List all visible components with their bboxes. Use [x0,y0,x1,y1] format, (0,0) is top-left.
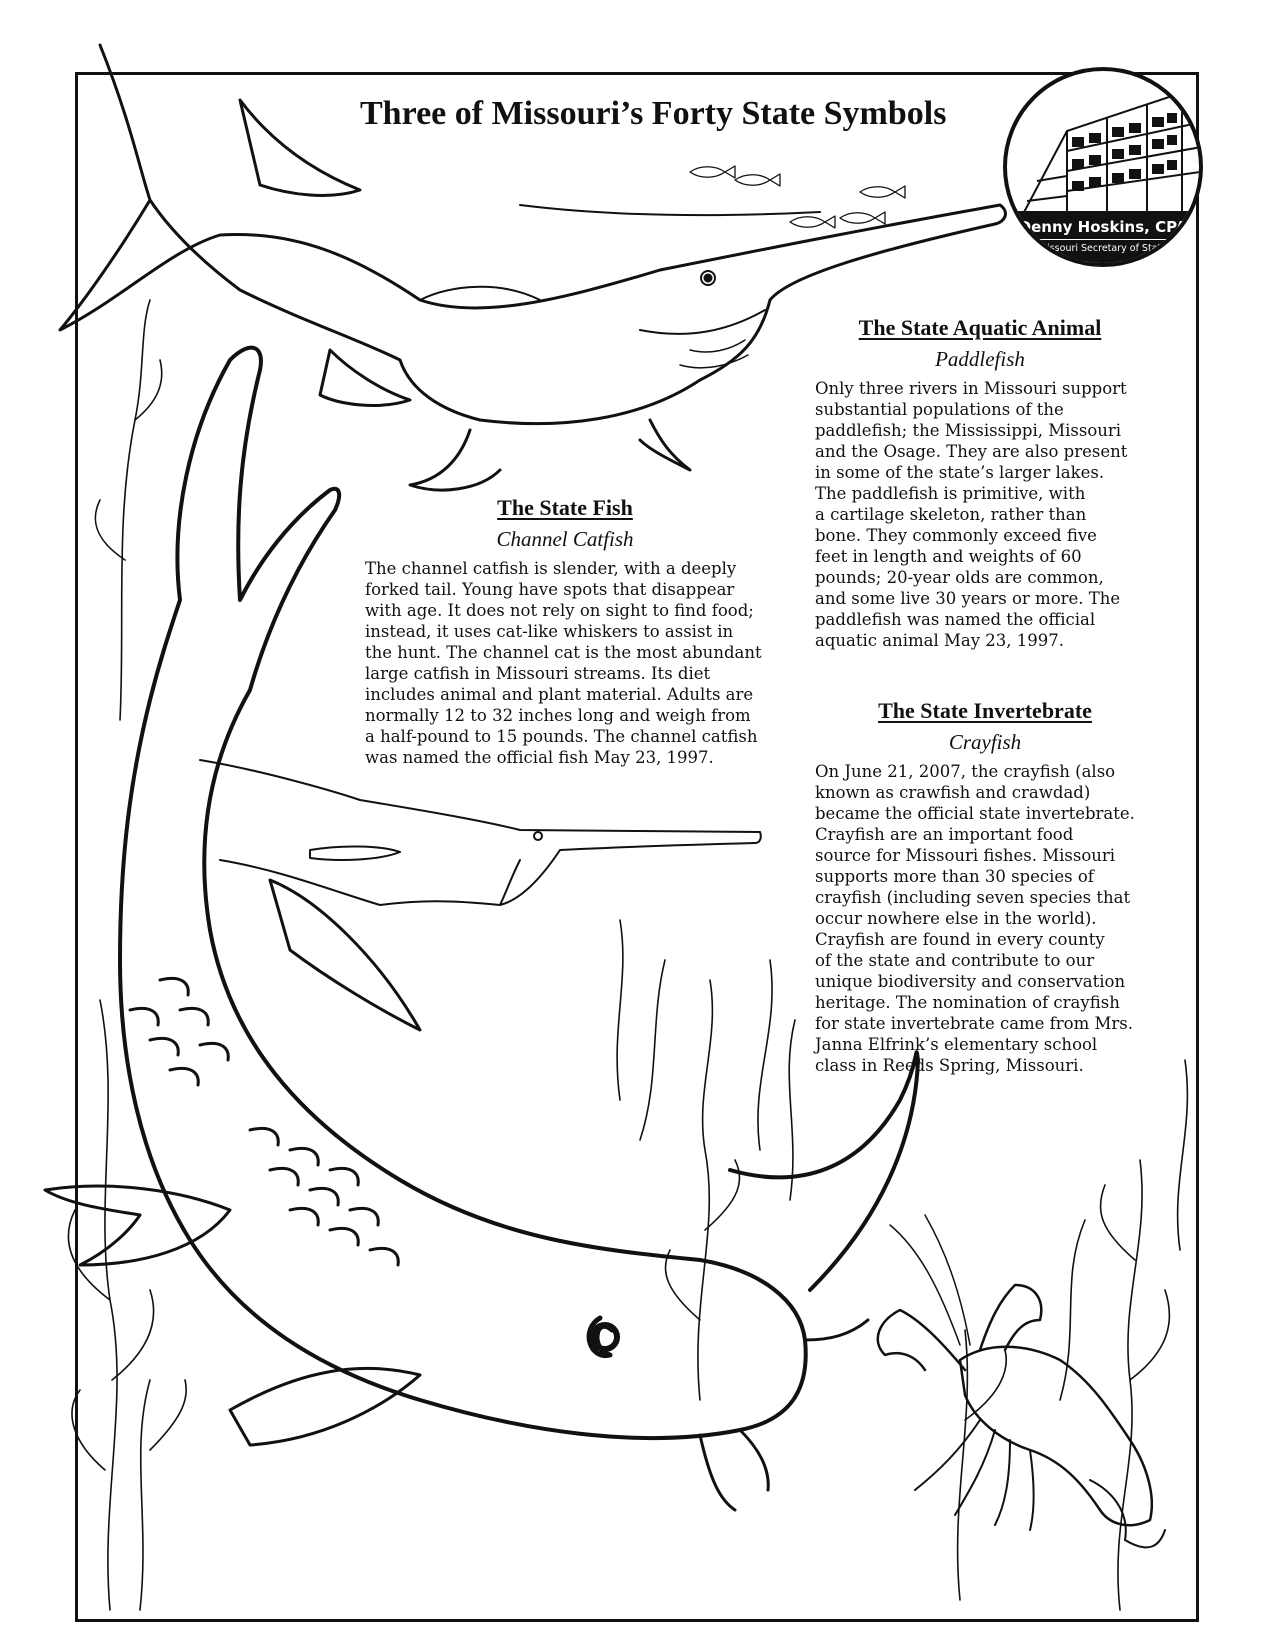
body-line: occur nowhere else in the world). [815,909,1097,928]
section-heading: The State Aquatic Animal [858,315,1102,340]
body-line: supports more than 30 species of [815,867,1094,886]
badge-divider [1037,239,1177,240]
body-line: a cartilage skeleton, rather than [815,505,1087,524]
body-line: substantial populations of the [815,400,1064,419]
body-line: Janna Elfrink’s elementary school [815,1035,1098,1054]
section-subheading: Paddlefish [935,347,1025,371]
official-title: Missouri Secretary of State [1038,243,1168,254]
body-line: On June 21, 2007, the crayfish (also [815,762,1116,781]
body-line: a half-pound to 15 pounds. The channel catfish [365,727,758,746]
body-line: and the Osage. They are also present [815,442,1128,461]
body-line: of the state and contribute to our [815,951,1095,970]
body-line: The channel catfish is slender, with a deeply [365,559,737,578]
body-line: bone. They commonly exceed five [815,526,1097,545]
body-line: class in Reeds Spring, Missouri. [815,1056,1084,1075]
body-line: was named the official fish May 23, 1997. [365,748,714,767]
state-aquatic-animal-section [815,315,1145,651]
body-line: large catfish in Missouri streams. Its diet [365,664,711,683]
section-subheading: Channel Catfish [496,527,634,551]
body-line: crayfish (including seven species that [815,888,1131,907]
section-body [815,761,1155,1076]
secretary-of-state-badge [1003,67,1203,267]
body-line: source for Missouri fishes. Missouri [815,846,1116,865]
state-fish-section [365,495,765,768]
body-line: with age. It does not rely on sight to find food; [365,601,754,620]
section-heading: The State Invertebrate [878,698,1092,723]
body-line: became the official state invertebrate. [815,804,1135,823]
body-line: pounds; 20-year olds are common, [815,568,1104,587]
body-line: Only three rivers in Missouri support [815,379,1127,398]
body-line: unique biodiversity and conservation [815,972,1126,991]
body-line: known as crawfish and crawdad) [815,783,1091,802]
body-line: Crayfish are found in every county [815,930,1105,949]
small-fish-school-icon [690,166,905,228]
section-heading: The State Fish [497,495,633,520]
body-line: paddlefish was named the official [815,610,1096,629]
body-line: paddlefish; the Mississippi, Missouri [815,421,1122,440]
body-line: instead, it uses cat-like whiskers to assist in [365,622,734,641]
section-body [365,558,765,768]
state-invertebrate-section [815,698,1155,1076]
page-title: Three of Missouri’s Forty State Symbols [360,95,947,132]
crayfish-icon [878,1215,1165,1547]
body-line: the hunt. The channel cat is the most abundant [365,643,762,662]
body-line: in some of the state’s larger lakes. [815,463,1105,482]
body-line: includes animal and plant material. Adults are [365,685,754,704]
paddlefish-icon [200,760,761,905]
body-line: heritage. The nomination of crayfish [815,993,1120,1012]
body-line: The paddlefish is primitive, with [815,484,1086,503]
body-line: forked tail. Young have spots that disappear [365,580,735,599]
section-body [815,378,1145,651]
body-line: feet in length and weights of 60 [815,547,1082,566]
section-subheading: Crayfish [948,730,1022,754]
official-name: Denny Hoskins, CPA [1018,218,1188,236]
body-line: and some live 30 years or more. The [815,589,1121,608]
body-line: normally 12 to 32 inches long and weigh from [365,706,751,725]
body-line: for state invertebrate came from Mrs. [815,1014,1133,1033]
body-line: aquatic animal May 23, 1997. [815,631,1065,650]
body-line: Crayfish are an important food [815,825,1074,844]
